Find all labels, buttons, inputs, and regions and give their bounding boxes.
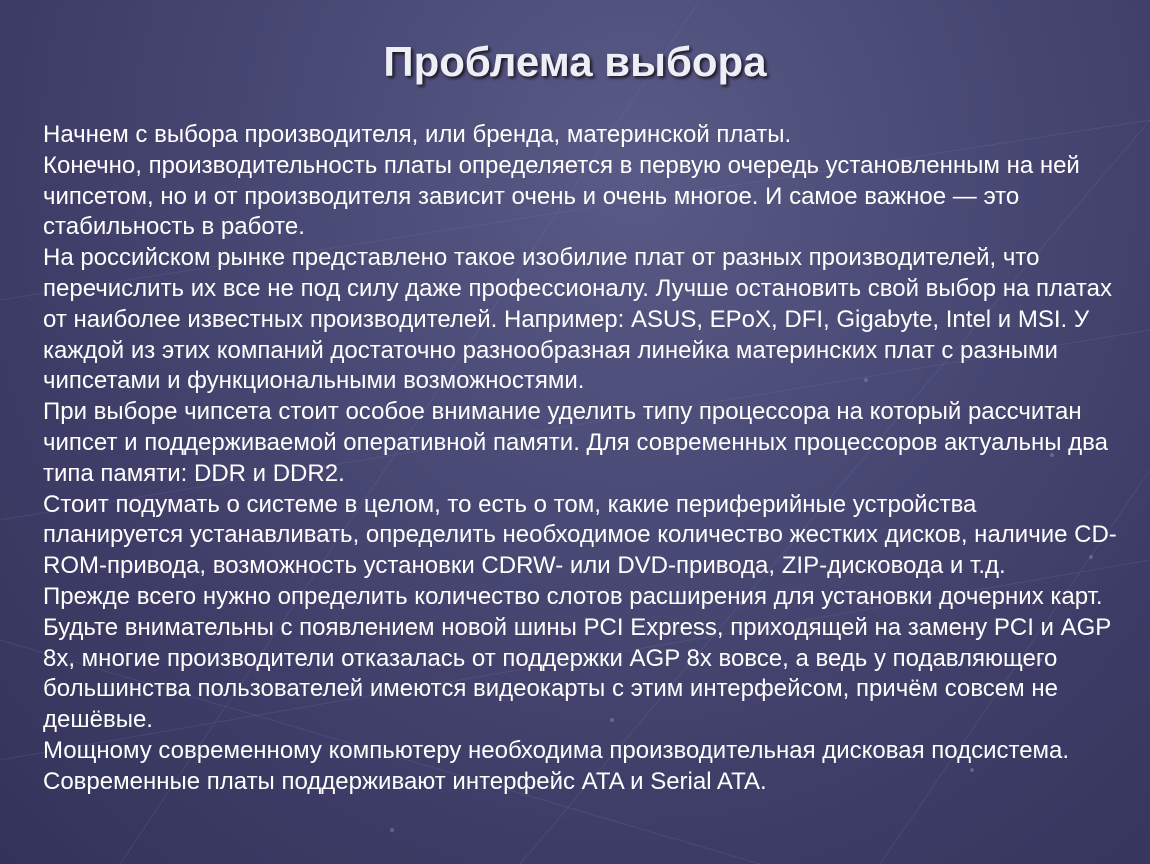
paragraph-expansion-slots: Прежде всего нужно определить количество слотов расширения для установки дочерних карт. Будьте внимательны с появлением новой шины PCI Express, приходящей на замену PCI и AGP 8x, многие производители отказалась от поддержки AGP 8x вовсе, а ведь у подавляющего большинства пользователей имеются видеокарты с этим интерфейсом, причём совсем не дешёвые. [43,582,1111,734]
paragraph-manufacturers: На российском рынке представлено такое изобилие плат от разных производителей, что перечислить их все не под силу даже профессионалу. Лучше остановить свой выбор на платах от наиболее известных производителей. Например: ASUS, EPoX, DFI, Gigabyte, Intel и MSI. У каждой из этих компаний достаточно разнообразная линейка материнских плат с разными чипсетами и функциональными возможностями. [43,244,1112,395]
paragraph-chipset-stability: Конечно, производительность платы определяется в первую очередь установленным на ней чипсетом, но и от производителя зависит очень и очень многое. И самое важное — это стабильность в работе. [43,151,1080,241]
paragraph-chipset-memory: При выборе чипсета стоит особое внимание уделить типу процессора на который рассчитан чипсет и поддерживаемой оперативной памяти. Для современных процессоров актуальны два типа памяти: DDR и DDR2. [43,398,1108,487]
slide-body [43,120,1118,798]
paragraph-brand-choice: Начнем с выбора производителя, или бренда, материнской платы. [43,121,792,148]
paragraph-disk-subsystem: Мощному современному компьютеру необходима производительная дисковая подсистема. Современные платы поддерживают интерфейс ATA и Serial ATA. [43,736,1070,795]
paragraph-peripherals: Стоит подумать о системе в целом, то есть о том, какие периферийные устройства планируется устанавливать, определить необходимое количество жестких дисков, наличие CD-ROM-привода, возможность установки CDRW- или DVD-привода, ZIP-дисковода и т.д. [43,490,1117,580]
slide-title: Проблема выбора [383,38,767,85]
